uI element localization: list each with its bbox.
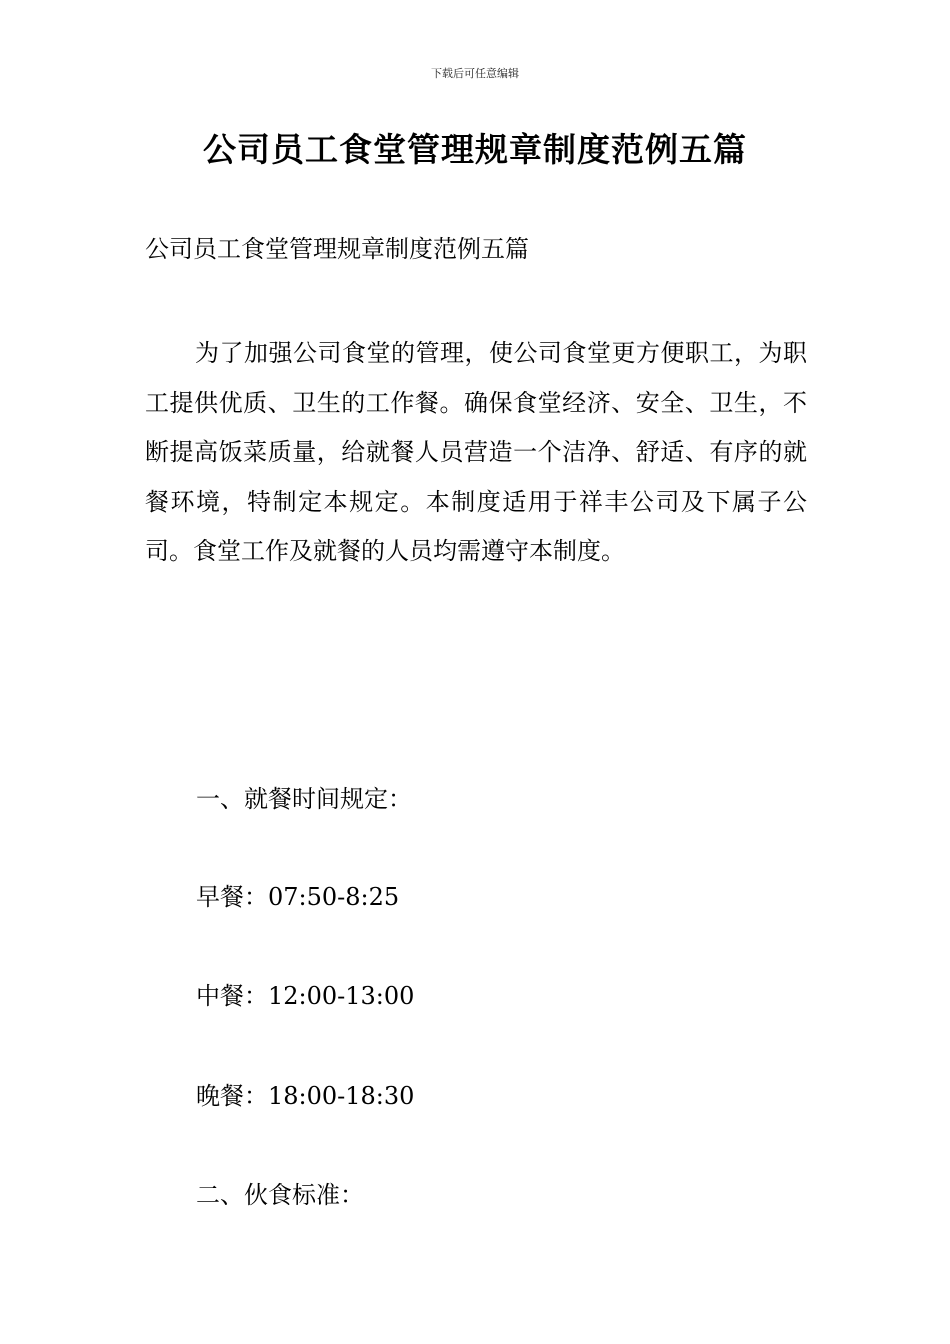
breakfast-time: 早餐：07:50-8:25	[196, 883, 400, 911]
intro-paragraph: 为了加强公司食堂的管理，使公司食堂更方便职工，为职工提供优质、卫生的工作餐。确保食堂经济、安全、卫生，不断提高饭菜质量，给就餐人员营造一个洁净、舒适、有序的就餐环境，特制定本规定。本制度适用于祥丰公司及下属子公司。食堂工作及就餐的人员均需遵守本制度。	[145, 339, 807, 566]
dinner-time: 晚餐：18:00-18:30	[196, 1082, 415, 1110]
meal-time-heading: 一、就餐时间规定：	[196, 785, 412, 813]
lunch-time: 中餐：12:00-13:00	[196, 982, 415, 1010]
document-title: 公司员工食堂管理规章制度范例五篇	[203, 130, 747, 169]
header-note: 下载后可任意编辑	[431, 67, 519, 80]
document-subtitle: 公司员工食堂管理规章制度范例五篇	[145, 235, 529, 263]
food-standard-heading: 二、伙食标准：	[196, 1181, 364, 1209]
